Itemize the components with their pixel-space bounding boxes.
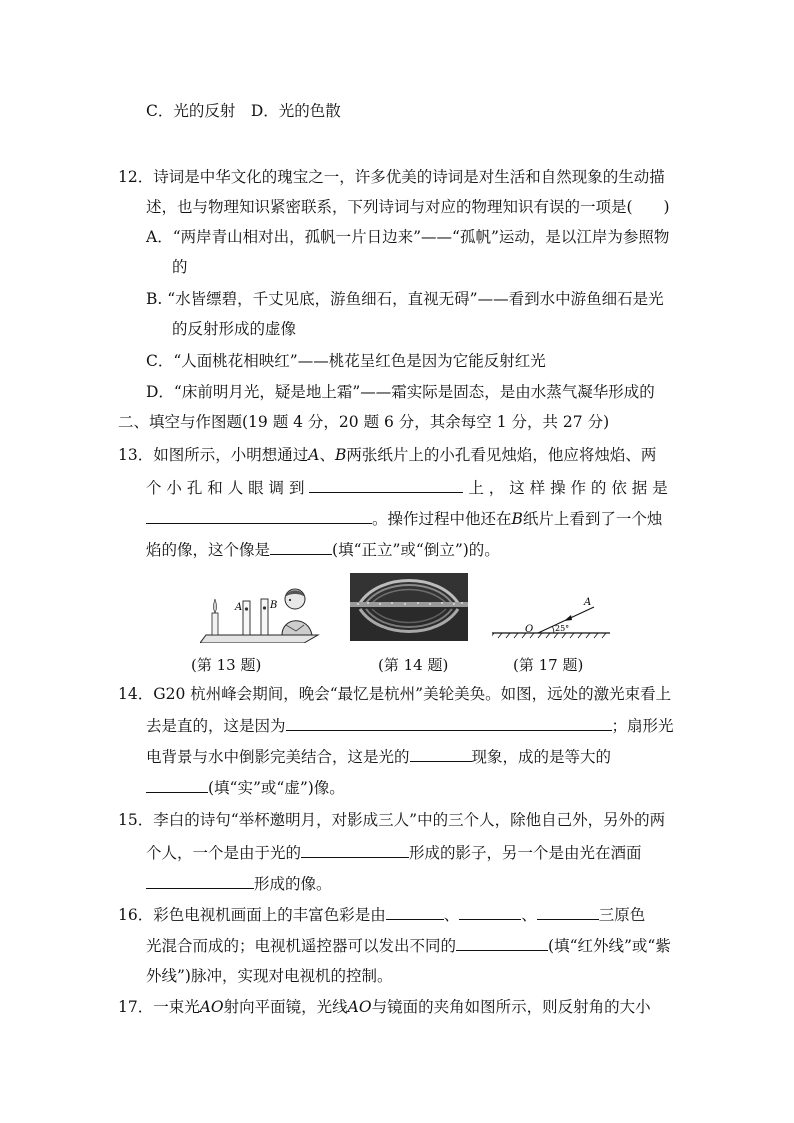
answer-blank[interactable] — [456, 934, 548, 951]
q12-stem-2: 述，也与物理知识紧密联系，下列诗词与对应的物理知识有误的一项是( ) — [146, 198, 670, 216]
q13-line-2 — [146, 476, 668, 499]
q12-option-b-2: 的反射形成的虚像 — [172, 320, 297, 338]
figure-13-pinhole-setup — [200, 585, 322, 643]
q13-text: 13．如图所示，小明想通过 — [118, 446, 309, 464]
q14-text: ；扇形光 — [611, 717, 674, 735]
q12-stem-1: 12．诗词是中华文化的瑰宝之一，许多优美的诗词是对生活和自然现象的生动描 — [118, 168, 665, 186]
q15-text: 形成的像。 — [254, 875, 332, 893]
q12-option-a-2: 的 — [172, 258, 188, 276]
figure-17-ray-diagram — [492, 595, 610, 639]
figure-17-caption: (第 17 题) — [513, 656, 584, 674]
q15-line-2 — [146, 841, 642, 864]
q13-text: 、 — [319, 446, 335, 464]
q14-text: 电背景与水中倒影完美结合，这是光的 — [146, 748, 410, 766]
answer-blank[interactable] — [146, 776, 208, 793]
q13-text: 个 小 孔 和 人 眼 调 到 — [146, 479, 305, 497]
q14-line-1: 14．G20 杭州峰会期间，晚会“最忆是杭州”美轮美奂。如图，远处的激光束看上 — [118, 685, 672, 703]
q17-label-ao: AO — [199, 998, 224, 1016]
q14-line-2 — [146, 714, 674, 737]
q15-line-3 — [146, 872, 332, 895]
q17-text: 17．一束光 — [118, 998, 200, 1016]
q16-line-2 — [146, 934, 671, 957]
q11-options-cd: C．光的反射 D．光的色散 — [146, 102, 341, 120]
q14-text: 现象，成的是等大的 — [471, 748, 612, 766]
q14-text: (填“实”或“虚”)像。 — [208, 779, 345, 797]
answer-blank[interactable] — [459, 903, 521, 920]
figure-17-label-o: O — [525, 624, 534, 635]
q13-text: 两张纸片上的小孔看见烛焰，他应将烛焰、两 — [346, 446, 657, 464]
q13-label-b: B — [511, 510, 523, 528]
figure-13-label-a: A — [235, 602, 243, 613]
q16-text: 、 — [443, 906, 460, 924]
q13-label-a: A — [308, 446, 320, 464]
q16-text: 光混合而成的；电视机遥控器可以发出不同的 — [146, 937, 457, 955]
q16-text: 三原色 — [598, 906, 646, 924]
q14-text: 去是直的，这是因为 — [146, 717, 286, 735]
q15-text: 个人，一个是由于光的 — [146, 844, 302, 862]
q17-line-1 — [118, 996, 651, 1018]
q13-text: 焰的像，这个像是 — [146, 541, 271, 559]
q13-line-3 — [146, 507, 662, 530]
answer-blank[interactable] — [146, 872, 254, 889]
section-2-heading: 二、填空与作图题(19 题 4 分，20 题 6 分，其余每空 1 分，共 27 分) — [118, 413, 610, 431]
q16-text: (填“红外线”或“紫 — [548, 937, 671, 955]
q17-label-ao: AO — [347, 998, 372, 1016]
figure-17-label-a: A — [584, 597, 592, 608]
answer-blank[interactable] — [286, 714, 612, 731]
q13-text: 上 ， 这 样 操 作 的 依 据 是 — [468, 479, 668, 497]
q13-text: (填“正立”或“倒立”)的。 — [332, 541, 500, 559]
q15-line-1: 15．李白的诗句“举杯邀明月，对影成三人”中的三个人，除他自己外，另外的两 — [118, 811, 666, 829]
q17-text: 与镜面的夹角如图所示，则反射角的大小 — [371, 998, 651, 1016]
answer-blank[interactable] — [309, 476, 463, 493]
figure-14-caption: (第 14 题) — [378, 656, 449, 674]
q12-option-b-1: B. “水皆缥碧，千丈见底，游鱼细石，直视无碍”——看到水中游鱼细石是光 — [146, 290, 664, 308]
answer-blank[interactable] — [270, 538, 332, 555]
figure-13-caption: (第 13 题) — [191, 656, 262, 674]
q13-line-1 — [118, 444, 656, 466]
answer-blank[interactable] — [410, 745, 472, 762]
q13-label-b: B — [334, 446, 347, 464]
answer-blank[interactable] — [537, 903, 599, 920]
answer-blank[interactable] — [386, 903, 444, 920]
q12-option-c: C．“人面桃花相映红”——桃花呈红色是因为它能反射红光 — [146, 352, 546, 370]
figure-13-label-b: B — [270, 600, 278, 611]
q12-option-a-1: A．“两岸青山相对出，孤帆一片日边来”——“孤帆”运动，是以江岸为参照物 — [146, 228, 670, 246]
figure-14-laser-show-photo — [350, 573, 468, 641]
q17-text: 射向平面镜，光线 — [223, 998, 348, 1016]
q14-line-4 — [146, 776, 345, 799]
q14-line-3 — [146, 745, 611, 768]
q16-text: 、 — [521, 906, 537, 924]
q13-line-4 — [146, 538, 500, 561]
answer-blank[interactable] — [301, 841, 409, 858]
q16-line-1 — [118, 903, 645, 926]
answer-blank[interactable] — [146, 507, 372, 524]
q16-text: 16．彩色电视机画面上的丰富色彩是由 — [118, 906, 386, 924]
q13-text: 。操作过程中他还在 — [372, 510, 512, 528]
q15-text: 形成的影子，另一个是由光在酒面 — [409, 844, 642, 862]
q13-text: 纸片上看到了一个烛 — [522, 510, 663, 528]
q16-line-3: 外线”)脉冲，实现对电视机的控制。 — [146, 967, 393, 985]
figure-17-angle-label: 25° — [555, 624, 570, 633]
q12-option-d: D．“床前明月光，疑是地上霜”——霜实际是固态，是由水蒸气凝华形成的 — [146, 383, 655, 401]
